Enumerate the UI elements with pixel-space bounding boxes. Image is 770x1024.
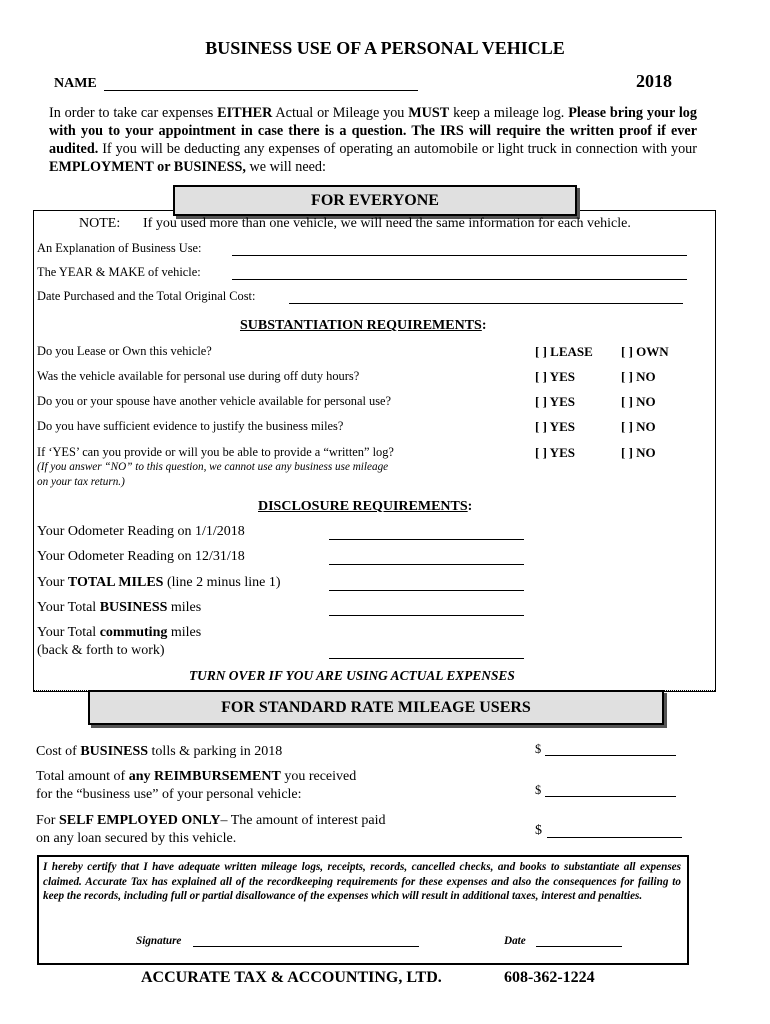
purchase-date-label: Date Purchased and the Total Original Cost:: [37, 289, 256, 303]
business-miles-field[interactable]: [329, 615, 524, 616]
interest-dollar-sign: $: [535, 823, 542, 838]
signature-field[interactable]: [193, 946, 419, 947]
odometer-start-label: Your Odometer Reading on 1/1/2018: [37, 524, 245, 539]
commuting-miles-label: Your Total commuting miles: [37, 625, 202, 640]
written-log-note-line2: on your tax return.): [37, 476, 125, 488]
commuting-miles-sublabel: (back & forth to work): [37, 643, 165, 658]
turn-over-note: TURN OVER IF YOU ARE USING ACTUAL EXPENSES: [189, 668, 515, 683]
own-checkbox[interactable]: [ ] OWN: [621, 344, 669, 359]
disclosure-heading: DISCLOSURE REQUIREMENTS:: [258, 499, 473, 514]
question-another-vehicle: Do you or your spouse have another vehicle available for personal use?: [37, 394, 392, 408]
total-miles-label: Your TOTAL MILES (line 2 minus line 1): [37, 575, 281, 590]
question-personal-use: Was the vehicle available for personal use during off duty hours?: [37, 369, 360, 383]
self-employed-sublabel: on any loan secured by this vehicle.: [36, 831, 237, 846]
tolls-dollar-sign: $: [535, 742, 542, 756]
reimbursement-field[interactable]: [545, 796, 676, 797]
odometer-end-field[interactable]: [329, 564, 524, 565]
note-label: NOTE:: [79, 216, 121, 231]
certification-text: I hereby certify that I have adequate written mileage logs, receipts, records, cancelled checks, and books to substantiate all expenses claimed. Accurate Tax has explained all of the recordkeeping requirements for these expenses and also the consequences for failing to keep the records, including full or partial disallowance of the expenses which will result in additional taxes, interest and penalties.: [43, 861, 681, 903]
written-log-note: (If you answer “NO” to this question, we cannot use any business use mileage: [37, 461, 389, 473]
odometer-start-field[interactable]: [329, 539, 524, 540]
note-text: If you used more than one vehicle, we will need the same information for each vehicle.: [143, 216, 631, 231]
business-miles-label: Your Total BUSINESS miles: [37, 600, 202, 615]
date-field[interactable]: [536, 946, 622, 947]
tolls-parking-field[interactable]: [545, 755, 676, 756]
commuting-miles-field[interactable]: [329, 658, 524, 659]
company-name: ACCURATE TAX & ACCOUNTING, LTD.: [141, 969, 442, 986]
lease-checkbox[interactable]: [ ] LEASE: [535, 344, 593, 359]
purchase-date-field[interactable]: [289, 303, 683, 304]
business-use-label: An Explanation of Business Use:: [37, 241, 202, 255]
evidence-no-checkbox[interactable]: [ ] NO: [621, 419, 656, 434]
intro-paragraph: In order to take car expenses EITHER Actual or Mileage you MUST keep a mileage log. Please bring your log with you to your appointment in case there is a question. The IRS will require the written proof if ever audited. If you will be deducting any expenses of operating an automobile or light truck in connection with your EMPLOYMENT or BUSINESS, we will need:: [49, 105, 697, 175]
date-label: Date: [504, 935, 526, 947]
evidence-yes-checkbox[interactable]: [ ] YES: [535, 419, 575, 434]
business-use-field[interactable]: [232, 255, 687, 256]
name-field[interactable]: [104, 90, 418, 91]
written-log-no-checkbox[interactable]: [ ] NO: [621, 445, 656, 460]
odometer-end-label: Your Odometer Reading on 12/31/18: [37, 549, 245, 564]
personal-use-no-checkbox[interactable]: [ ] NO: [621, 369, 656, 384]
signature-label: Signature: [136, 935, 182, 947]
another-vehicle-no-checkbox[interactable]: [ ] NO: [621, 394, 656, 409]
self-employed-label: For SELF EMPLOYED ONLY– The amount of interest paid: [36, 813, 386, 828]
page-title: BUSINESS USE OF A PERSONAL VEHICLE: [205, 38, 565, 58]
standard-rate-header: FOR STANDARD RATE MILEAGE USERS: [88, 690, 664, 725]
another-vehicle-yes-checkbox[interactable]: [ ] YES: [535, 394, 575, 409]
written-log-yes-checkbox[interactable]: [ ] YES: [535, 445, 575, 460]
year-make-label: The YEAR & MAKE of vehicle:: [37, 265, 201, 279]
name-label: NAME: [54, 76, 97, 91]
tolls-parking-label: Cost of BUSINESS tolls & parking in 2018: [36, 744, 283, 759]
company-phone: 608-362-1224: [504, 969, 595, 986]
form-year: 2018: [636, 71, 672, 91]
question-evidence: Do you have sufficient evidence to justify the business miles?: [37, 419, 344, 433]
year-make-field[interactable]: [232, 279, 687, 280]
question-lease-own: Do you Lease or Own this vehicle?: [37, 344, 212, 358]
substantiation-heading: SUBSTANTIATION REQUIREMENTS:: [240, 318, 487, 333]
reimbursement-sublabel: for the “business use” of your personal vehicle:: [36, 787, 302, 802]
total-miles-field[interactable]: [329, 590, 524, 591]
reimbursement-dollar-sign: $: [535, 783, 542, 797]
for-everyone-header: FOR EVERYONE: [173, 185, 577, 216]
personal-use-yes-checkbox[interactable]: [ ] YES: [535, 369, 575, 384]
question-written-log: If ‘YES’ can you provide or will you be able to provide a “written” log?: [37, 445, 394, 459]
loan-interest-field[interactable]: [547, 837, 682, 838]
reimbursement-label: Total amount of any REIMBURSEMENT you received: [36, 769, 357, 784]
